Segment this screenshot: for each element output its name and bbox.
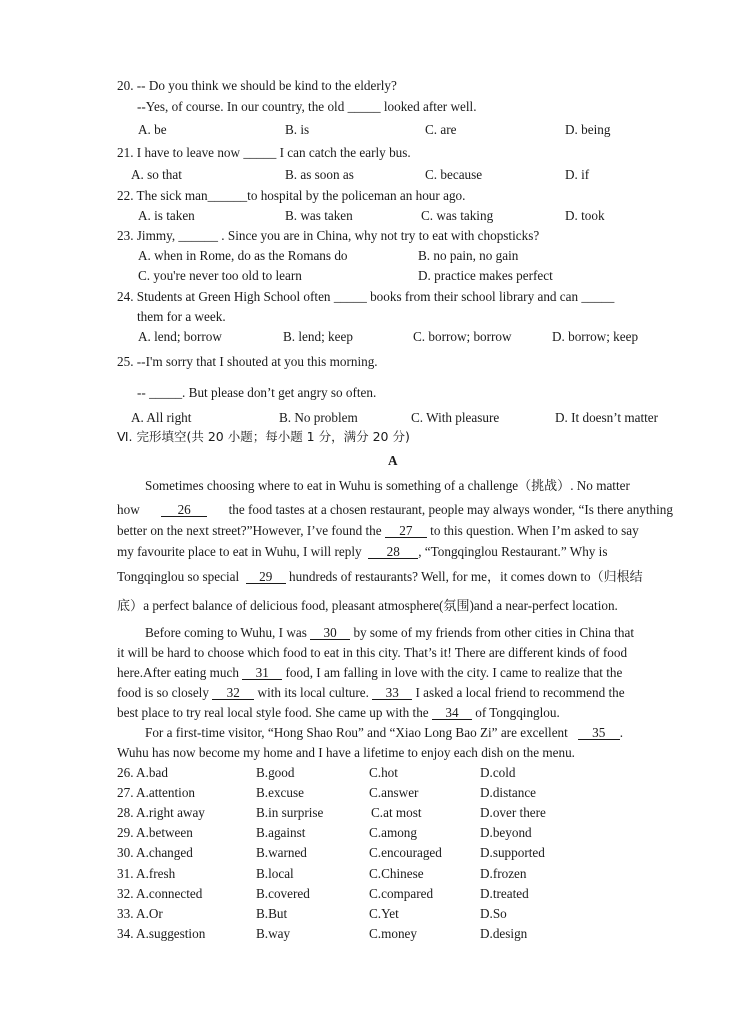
question-23: 23. Jimmy, ______ . Since you are in China, why not try to eat with chopsticks? xyxy=(117,228,540,243)
blank-27: 27 xyxy=(385,524,427,538)
passage-line: 底）a perfect balance of delicious food, pleasant atmosphere(氛围)and a near-perfect location. xyxy=(117,598,618,614)
cloze-option: 26. A.bad xyxy=(117,765,168,780)
passage-line: Sometimes choosing where to eat in Wuhu is something of a challenge（挑战）. No matter xyxy=(145,478,630,494)
cloze-option: B.local xyxy=(256,865,294,881)
cloze-option: B.good xyxy=(256,765,295,780)
question-20: 20. -- Do you think we should be kind to the elderly? xyxy=(117,78,397,93)
option: A. be xyxy=(138,122,167,137)
section-heading: Ⅵ. 完形填空(共 20 小题；每小题 1 分，满分 20 分) xyxy=(117,429,410,444)
blank-34: 34 xyxy=(432,706,472,720)
cloze-option: C.money xyxy=(369,925,417,941)
cloze-option: D.over there xyxy=(480,805,546,821)
cloze-option: 29. A.between xyxy=(117,825,193,841)
option: D. It doesn’t matter xyxy=(555,410,659,425)
cloze-option: C.hot xyxy=(369,765,398,780)
option: D. being xyxy=(565,122,611,137)
cloze-option: 31. A.fresh xyxy=(117,865,176,881)
question-21: 21. I have to leave now _____ I can catch the early bus. xyxy=(117,145,411,160)
passage-line: here.After eating much 31 food, I am falling in love with the city. I came to realize that the xyxy=(117,665,623,680)
option: A. lend; borrow xyxy=(138,329,222,344)
passage-line: better on the next street?”However, I’ve found the 27 to this question. When I’m asked to say xyxy=(117,523,639,538)
option: C. because xyxy=(425,167,483,182)
cloze-option: C.compared xyxy=(369,885,434,901)
blank-33: 33 xyxy=(372,686,412,700)
passage-line: my favourite place to eat in Wuhu, I will reply 28 , “Tongqinglou Restaurant.” Why is xyxy=(117,544,608,559)
cloze-option: B.warned xyxy=(256,845,307,861)
option: B. was taken xyxy=(285,208,353,223)
cloze-option: C.among xyxy=(369,825,417,841)
cloze-option: 27. A.attention xyxy=(117,785,196,801)
cloze-option: B.But xyxy=(256,905,288,921)
option: C. are xyxy=(425,122,457,137)
cloze-option: C.encouraged xyxy=(369,845,442,861)
blank-32: 32 xyxy=(212,686,254,700)
cloze-option: 34. A.suggestion xyxy=(117,925,206,941)
question-25: 25. --I'm sorry that I shouted at you this morning. xyxy=(117,354,378,369)
cloze-option: B.covered xyxy=(256,885,310,901)
cloze-option: C.answer xyxy=(369,785,419,801)
cloze-option: D.frozen xyxy=(480,865,527,881)
option: B. No problem xyxy=(279,410,358,425)
option: B. lend; keep xyxy=(283,329,353,344)
cloze-option: C.Yet xyxy=(369,905,399,921)
option: C. you're never too old to learn xyxy=(138,268,302,283)
question-20-response: --Yes, of course. In our country, the old _____ looked after well. xyxy=(137,99,477,114)
option: D. took xyxy=(565,208,605,223)
cloze-option: B.way xyxy=(256,925,291,941)
cloze-option: 33. A.Or xyxy=(117,905,163,921)
blank-31: 31 xyxy=(242,666,282,680)
cloze-option: C.at most xyxy=(371,805,422,821)
option: B. no pain, no gain xyxy=(418,248,519,263)
passage-line: how 26 the food tastes at a chosen restaurant, people may always wonder, “Is there anything xyxy=(117,502,673,517)
cloze-option: 30. A.changed xyxy=(117,845,193,861)
blank-26: 26 xyxy=(161,503,207,517)
option: A. so that xyxy=(131,167,182,182)
passage-line: For a first-time visitor, “Hong Shao Rou” and “Xiao Long Bao Zi” are excellent 35 . xyxy=(145,725,624,740)
blank-30: 30 xyxy=(310,626,350,640)
option: D. borrow; keep xyxy=(552,329,639,344)
option: A. is taken xyxy=(138,208,195,223)
blank-29: 29 xyxy=(246,570,286,584)
question-24: 24. Students at Green High School often _____ books from their school library and can _____ xyxy=(117,289,615,304)
cloze-option: D.beyond xyxy=(480,825,532,841)
passage-line: it will be hard to choose which food to eat in this city. That’s it! There are different kinds of food xyxy=(117,645,628,660)
option: C. With pleasure xyxy=(411,410,500,425)
option: B. as soon as xyxy=(285,167,354,182)
cloze-option: D.design xyxy=(480,925,528,941)
blank-28: 28 xyxy=(368,545,418,559)
blank-35: 35 xyxy=(578,726,620,740)
passage-line: best place to try real local style food. She came up with the 34 of Tongqinglou. xyxy=(117,705,560,720)
option: C. was taking xyxy=(421,208,494,223)
cloze-option: 32. A.connected xyxy=(117,885,203,901)
cloze-option: 28. A.right away xyxy=(117,805,205,821)
cloze-option: D.distance xyxy=(480,785,537,801)
passage-line: Wuhu has now become my home and I have a lifetime to enjoy each dish on the menu. xyxy=(117,745,575,760)
cloze-option: D.supported xyxy=(480,845,545,861)
passage-title: A xyxy=(388,453,398,468)
passage-line: food is so closely 32 with its local culture. 33 I asked a local friend to recommend the xyxy=(117,685,625,700)
option: C. borrow; borrow xyxy=(413,329,512,344)
question-25-response: -- _____. But please don’t get angry so often. xyxy=(137,385,377,400)
cloze-option: B.excuse xyxy=(256,785,304,801)
option: A. when in Rome, do as the Romans do xyxy=(138,248,348,263)
cloze-option: B.against xyxy=(256,825,306,841)
option: D. practice makes perfect xyxy=(418,268,553,283)
passage-line: Tongqinglou so special 29 hundreds of restaurants? Well, for me，it comes down to（归根结 xyxy=(117,569,643,585)
option: A. All right xyxy=(131,410,192,425)
cloze-option: B.in surprise xyxy=(256,805,324,821)
question-24-continued: them for a week. xyxy=(137,309,226,324)
option: B. is xyxy=(285,122,310,137)
passage-line: Before coming to Wuhu, I was 30 by some of my friends from other cities in China that xyxy=(145,625,634,640)
cloze-option: C.Chinese xyxy=(369,865,424,881)
question-22: 22. The sick man______to hospital by the policeman an hour ago. xyxy=(117,188,466,203)
cloze-option: D.cold xyxy=(480,765,516,780)
cloze-option: D.treated xyxy=(480,885,529,901)
cloze-option: D.So xyxy=(480,905,507,921)
option: D. if xyxy=(565,167,590,182)
